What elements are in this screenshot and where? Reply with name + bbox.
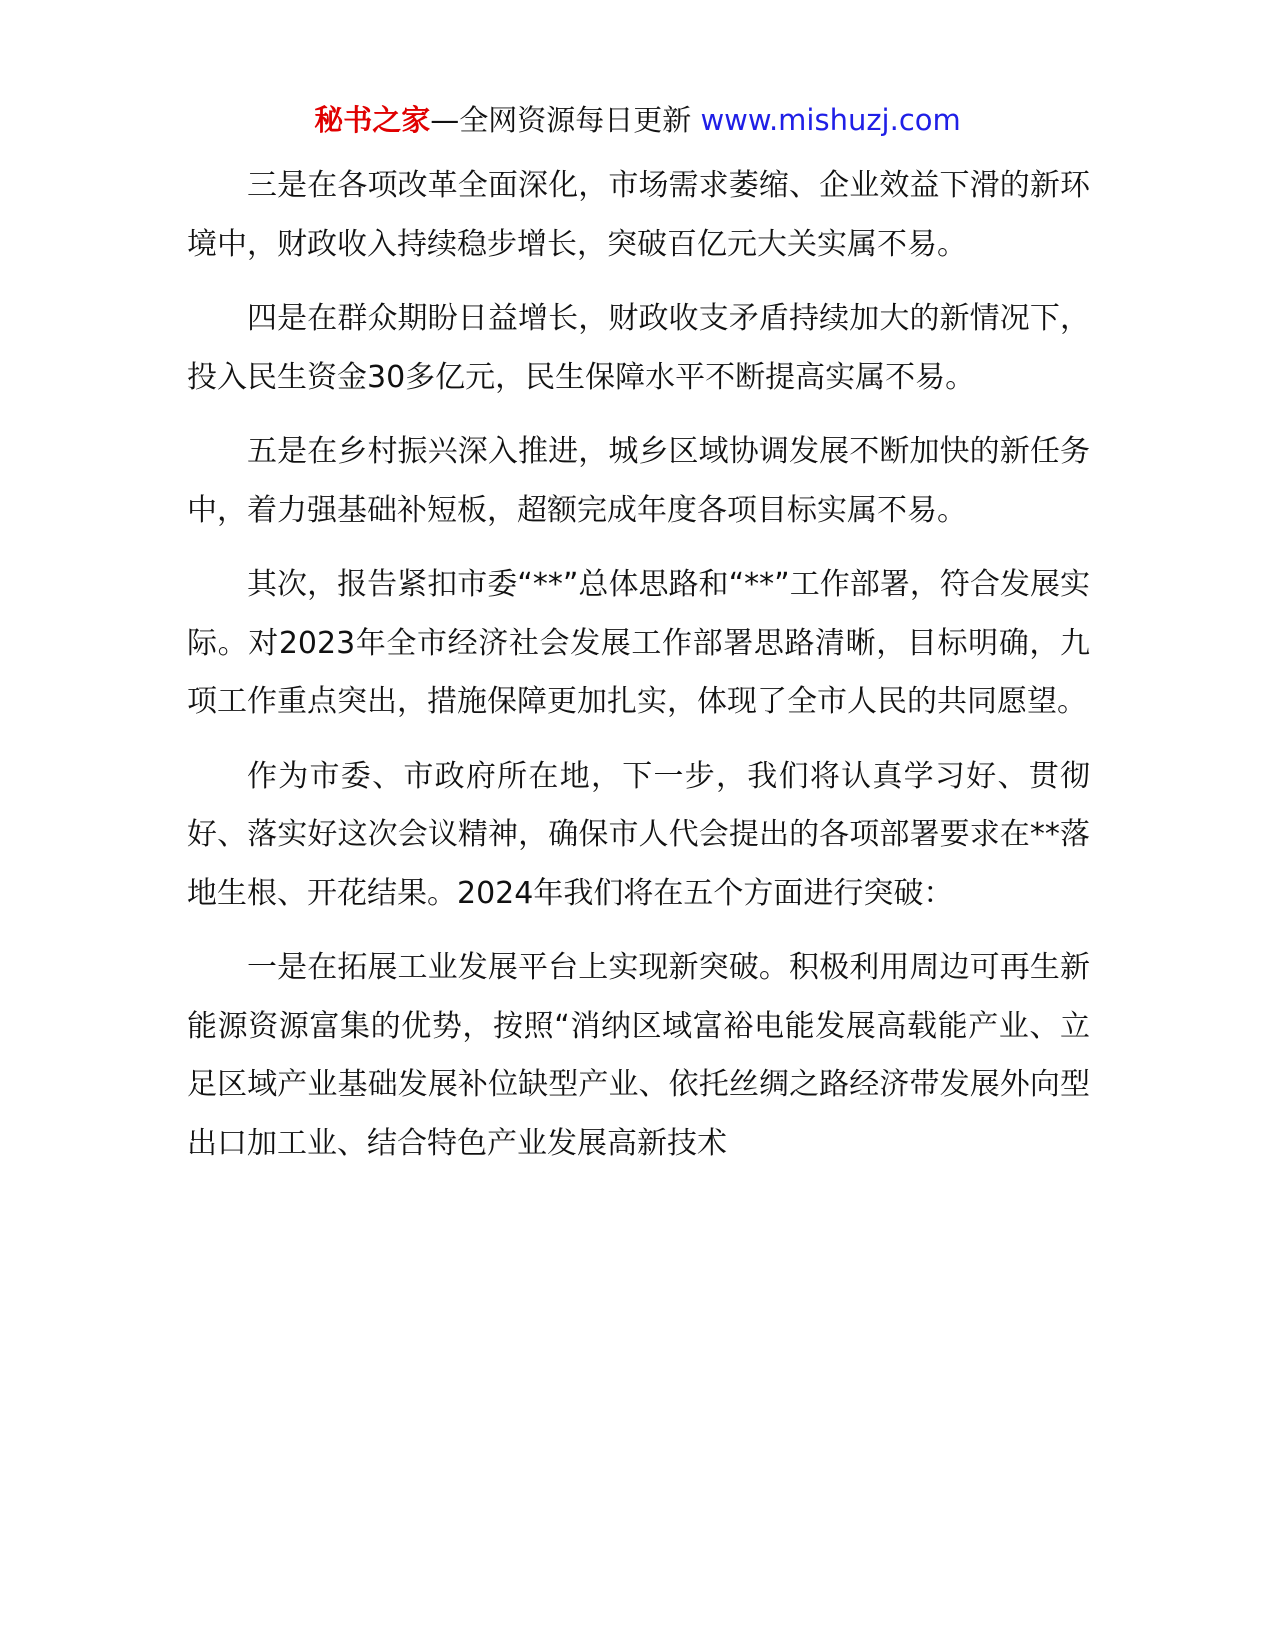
paragraph: 一是在拓展工业发展平台上实现新突破。积极利用周边可再生新能源资源富集的优势，按照“消纳区域富裕电能发展高载能产业、立足区域产业基础发展补位缺型产业、依托丝绸之路经济带发展外向型出口加工业、结合特色产业发展高新技术 <box>187 950 1090 1161</box>
paragraph: 五是在乡村振兴深入推进，城乡区域协调发展不断加快的新任务中，着力强基础补短板，超额完成年度各项目标实属不易。 <box>187 434 1090 528</box>
paragraph: 三是在各项改革全面深化，市场需求萎缩、企业效益下滑的新环境中，财政收入持续稳步增长，突破百亿元大关实属不易。 <box>187 168 1090 262</box>
site-url-link[interactable]: www.mishuzj.com <box>700 103 961 137</box>
header-tagline: —全网资源每日更新 <box>430 103 692 137</box>
document-body <box>187 157 1090 1189</box>
paragraph: 其次，报告紧扣市委“**”总体思路和“**”工作部署，符合发展实际。对2023年全市经济社会发展工作部署思路清晰，目标明确，九项工作重点突出，措施保障更加扎实，体现了全市人民的共同愿望。 <box>187 567 1090 719</box>
paragraph: 作为市委、市政府所在地，下一步，我们将认真学习好、贯彻好、落实好这次会议精神，确保市人代会提出的各项部署要求在**落地生根、开花结果。2024年我们将在五个方面进行突破： <box>187 758 1090 911</box>
page-header <box>0 98 1275 142</box>
paragraph: 四是在群众期盼日益增长，财政收支矛盾持续加大的新情况下，投入民生资金30多亿元，民生保障水平不断提高实属不易。 <box>187 301 1090 395</box>
brand-name: 秘书之家 <box>314 103 431 137</box>
